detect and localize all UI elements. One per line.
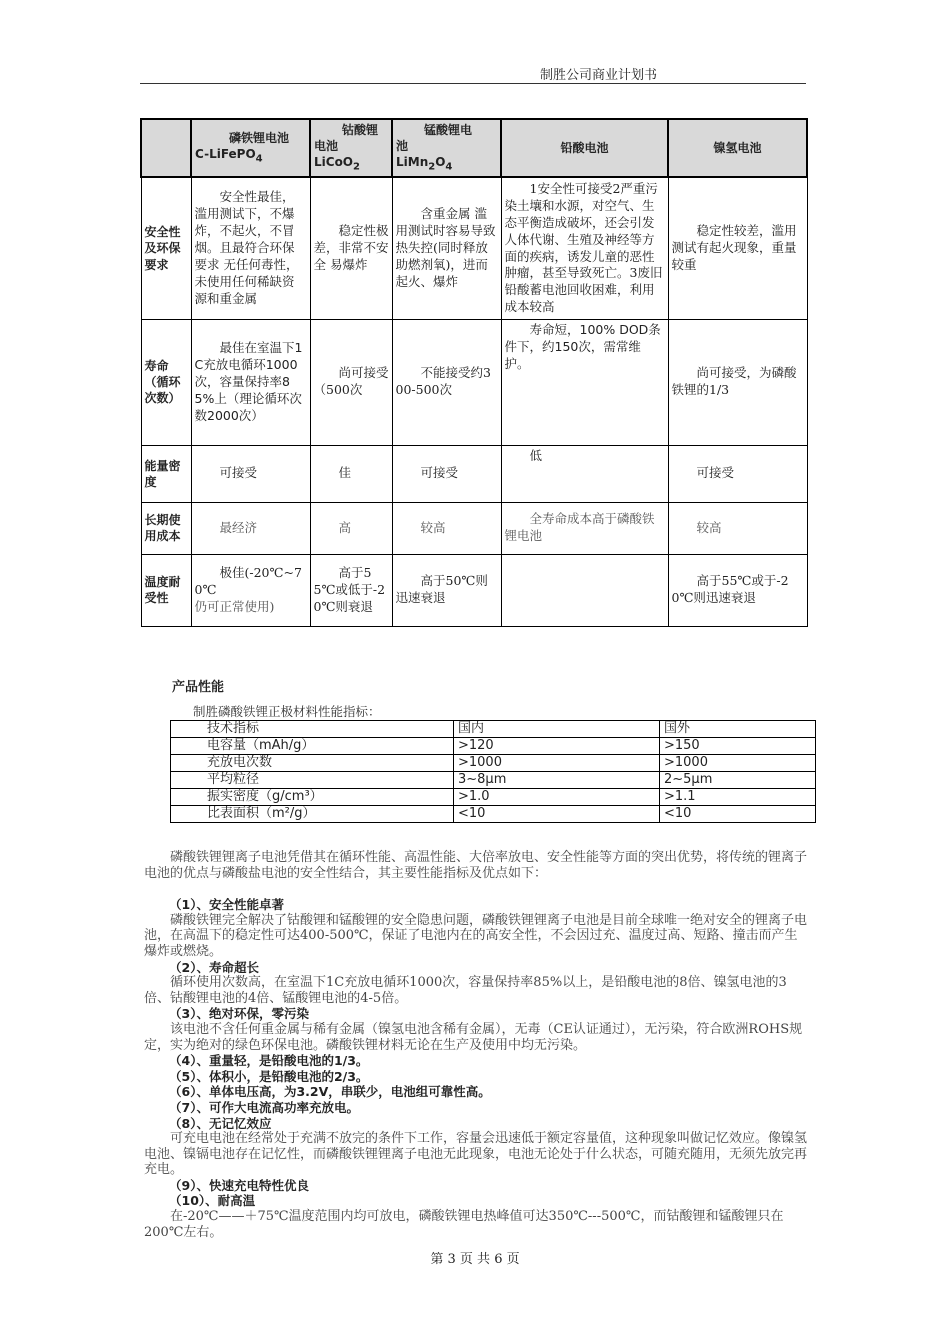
section-heading-volume: （5）、体积小，是铅酸电池的2/3。 <box>169 1068 369 1084</box>
perf-metric-name: 振实密度（g/cm³） <box>171 789 454 806</box>
perf-row-capacity <box>171 738 816 755</box>
perf-header-domestic: 国内 <box>454 721 660 738</box>
section-heading-lifespan: （2）、寿命超长 <box>169 959 259 975</box>
row-label-energy-density: 能量密度 <box>141 445 191 502</box>
perf-row-particle-size <box>171 772 816 789</box>
perf-domestic-value: >120 <box>454 738 660 755</box>
advantages-section <box>144 850 808 1240</box>
comparison-row-energy-density <box>141 445 807 502</box>
comparison-row-temperature <box>141 554 807 626</box>
section-text-lifespan: 循环使用次数高，在室温下1C充放电循环1000次，容量保持率85%以上，是铅酸电池的8倍、镍氢电池的3倍、钴酸锂电池的4倍、锰酸锂电池的4-5倍。 <box>144 975 787 1006</box>
perf-foreign-value: >1000 <box>660 755 816 772</box>
header-corner-cell <box>141 119 191 177</box>
cell-lifepo4-safety: 安全性最佳，滥用测试下，不爆炸，不起火，不冒烟。且最符合环保要求 无任何毒性，未使用任何稀缺资源和重金属 <box>191 177 310 319</box>
row-label-temperature: 温度耐受性 <box>141 554 191 626</box>
perf-metric-name: 比表面积（m²/g） <box>171 806 454 823</box>
cell-lifepo4-cycle-life: 最佳在室温下1C充放电循环1000次，容量保持率85%上（理论循环次数2000次） <box>191 319 310 445</box>
section-heading-high-current: （7）、可作大电流高功率充放电。 <box>169 1099 359 1115</box>
section-heading-weight: （4）、重量轻，是铅酸电池的1/3。 <box>169 1053 369 1069</box>
header-divider <box>140 83 806 84</box>
cell-lifepo4-energy-density: 可接受 <box>191 445 310 502</box>
section-text-safety: 磷酸铁锂完全解决了钴酸锂和锰酸锂的安全隐患问题，磷酸铁锂锂离子电池是目前全球唯一绝对安全的锂离子电池，在高温下的稳定性可达400-500℃，保证了电池内在的高安全性，不会因过充、温度过高、短路、撞击而产生爆炸或燃烧。 <box>144 912 808 959</box>
section-heading-no-memory: （8）、无记忆效应 <box>169 1115 272 1131</box>
cell-leadacid-safety: 1安全性可接受2严重污染土壤和水源，对空气、生态平衡造成破坏，还会引发人体代谢、生殖及神经等方面的疾病，诱发儿童的恶性肿瘤，甚至导致死亡。3废旧铅酸蓄电池回收困难，利用成本较高 <box>501 177 668 319</box>
row-label-long-term-cost: 长期使用成本 <box>141 502 191 554</box>
perf-metric-name: 电容量（mAh/g） <box>171 738 454 755</box>
perf-row-tap-density <box>171 789 816 806</box>
performance-spec-table <box>170 720 816 823</box>
perf-foreign-value: <10 <box>660 806 816 823</box>
perf-foreign-value: >150 <box>660 738 816 755</box>
page-number-footer: 第 3 页 共 6 页 <box>430 1252 520 1267</box>
perf-domestic-value: <10 <box>454 806 660 823</box>
row-label-safety: 安全性及环保要求 <box>141 177 191 319</box>
comparison-row-cycle-life <box>141 319 807 445</box>
perf-domestic-value: >1.0 <box>454 789 660 806</box>
col-header-lead-acid: 铅酸电池 <box>501 119 668 177</box>
col-header-licoo2: 钴酸锂 电池 LiCoO$_2$ <box>310 119 392 177</box>
section-heading-voltage: （6）、单体电压高，为3.2V，串联少，电池组可靠性高。 <box>169 1084 491 1100</box>
cell-limn2o4-safety: 含重金属 滥用测试时容易导致热失控(同时释放助燃剂氧)，进而起火、爆炸 <box>392 177 501 319</box>
section-text-no-memory: 可充电电池在经常处于充满不放完的条件下工作，容量会迅速低于额定容量值，这种现象叫做记忆效应。像镍氢电池、镍镉电池存在记忆性，而磷酸铁锂锂离子电池无此现象，电池无论处于什么状态，可随充随用，无须先放完再充电。 <box>144 1131 808 1178</box>
cell-licoo2-cycle-life: 尚可接受（500次 <box>310 319 392 445</box>
perf-row-cycles <box>171 755 816 772</box>
col-header-lifepo4: 磷铁锂电池 C-LiFePO$_4$ <box>191 119 310 177</box>
perf-metric-name: 充放电次数 <box>171 755 454 772</box>
section-heading-high-temp: （10）、耐高温 <box>169 1193 256 1209</box>
section-heading-eco: （3）、绝对环保，零污染 <box>169 1006 309 1022</box>
section-text-high-temp: 在-20℃——＋75℃温度范围内均可放电，磷酸铁锂电热峰值可达350℃---500℃，而钴酸锂和锰酸锂只在200℃左右。 <box>144 1209 784 1240</box>
section-text-eco: 该电池不含任何重金属与稀有金属（镍氢电池含稀有金属），无毒（CE认证通过），无污染，符合欧洲ROHS规定，实为绝对的绿色环保电池。磷酸铁锂材料无论在生产及使用中均无污染。 <box>144 1021 803 1053</box>
cell-lifepo4-cost: 最经济 <box>191 502 310 554</box>
cell-licoo2-energy-density: 佳 <box>310 445 392 502</box>
comparison-row-safety <box>141 177 807 319</box>
cell-nimh-safety: 稳定性较差，滥用测试有起火现象，重量较重 <box>668 177 807 319</box>
comparison-header-row <box>141 119 807 177</box>
perf-row-surface-area <box>171 806 816 823</box>
cell-nimh-energy-density: 可接受 <box>668 445 807 502</box>
col-header-nimh: 镍氢电池 <box>668 119 807 177</box>
perf-header-foreign: 国外 <box>660 721 816 738</box>
document-header-title: 制胜公司商业计划书 <box>540 68 658 83</box>
cell-lifepo4-temperature: 极佳(-20℃~70℃ 仍可正常使用) <box>191 554 310 626</box>
col-header-limn2o4: 锰酸锂电 池 $LiMn_2O_4$ <box>392 119 501 177</box>
cell-nimh-cost: 较高 <box>668 502 807 554</box>
battery-comparison-table <box>140 118 808 627</box>
perf-foreign-value: 2~5μm <box>660 772 816 789</box>
cell-leadacid-temperature <box>501 554 668 626</box>
cell-licoo2-safety: 稳定性极差，非常不安全 易爆炸 <box>310 177 392 319</box>
cell-limn2o4-energy-density: 可接受 <box>392 445 501 502</box>
cell-leadacid-cost: 全寿命成本高于磷酸铁锂电池 <box>501 502 668 554</box>
section-heading-fast-charge: （9）、快速充电特性优良 <box>169 1177 309 1193</box>
cell-licoo2-temperature: 高于55℃或低于-20℃则衰退 <box>310 554 392 626</box>
perf-domestic-value: 3~8μm <box>454 772 660 789</box>
cell-limn2o4-cost: 较高 <box>392 502 501 554</box>
cell-leadacid-cycle-life: 寿命短，100% DOD条件下，约150次，需常维护。 <box>501 319 668 445</box>
perf-header-metric: 技术指标 <box>171 721 454 738</box>
perf-metric-name: 平均粒径 <box>171 772 454 789</box>
section-heading-safety: （1）、安全性能卓著 <box>169 897 284 913</box>
cell-leadacid-energy-density: 低 <box>501 445 668 502</box>
perf-domestic-value: >1000 <box>454 755 660 772</box>
cell-limn2o4-temperature: 高于50℃则迅速衰退 <box>392 554 501 626</box>
intro-paragraph: 磷酸铁锂锂离子电池凭借其在循环性能、高温性能、大倍率放电、安全性能等方面的突出优势，将传统的锂离子电池的优点与磷酸盐电池的安全性结合，其主要性能指标及优点如下： <box>144 850 808 881</box>
cell-nimh-cycle-life: 尚可接受，为磷酸铁锂的1/3 <box>668 319 807 445</box>
perf-foreign-value: >1.1 <box>660 789 816 806</box>
comparison-row-long-term-cost <box>141 502 807 554</box>
performance-table-caption: 制胜磷酸铁锂正极材料性能指标： <box>193 704 381 719</box>
row-label-cycle-life: 寿命（循环次数） <box>141 319 191 445</box>
perf-header-row <box>171 721 816 738</box>
cell-licoo2-cost: 高 <box>310 502 392 554</box>
cell-limn2o4-cycle-life: 不能接受约300-500次 <box>392 319 501 445</box>
product-performance-title: 产品性能 <box>172 680 225 695</box>
cell-nimh-temperature: 高于55℃或于-20℃则迅速衰退 <box>668 554 807 626</box>
